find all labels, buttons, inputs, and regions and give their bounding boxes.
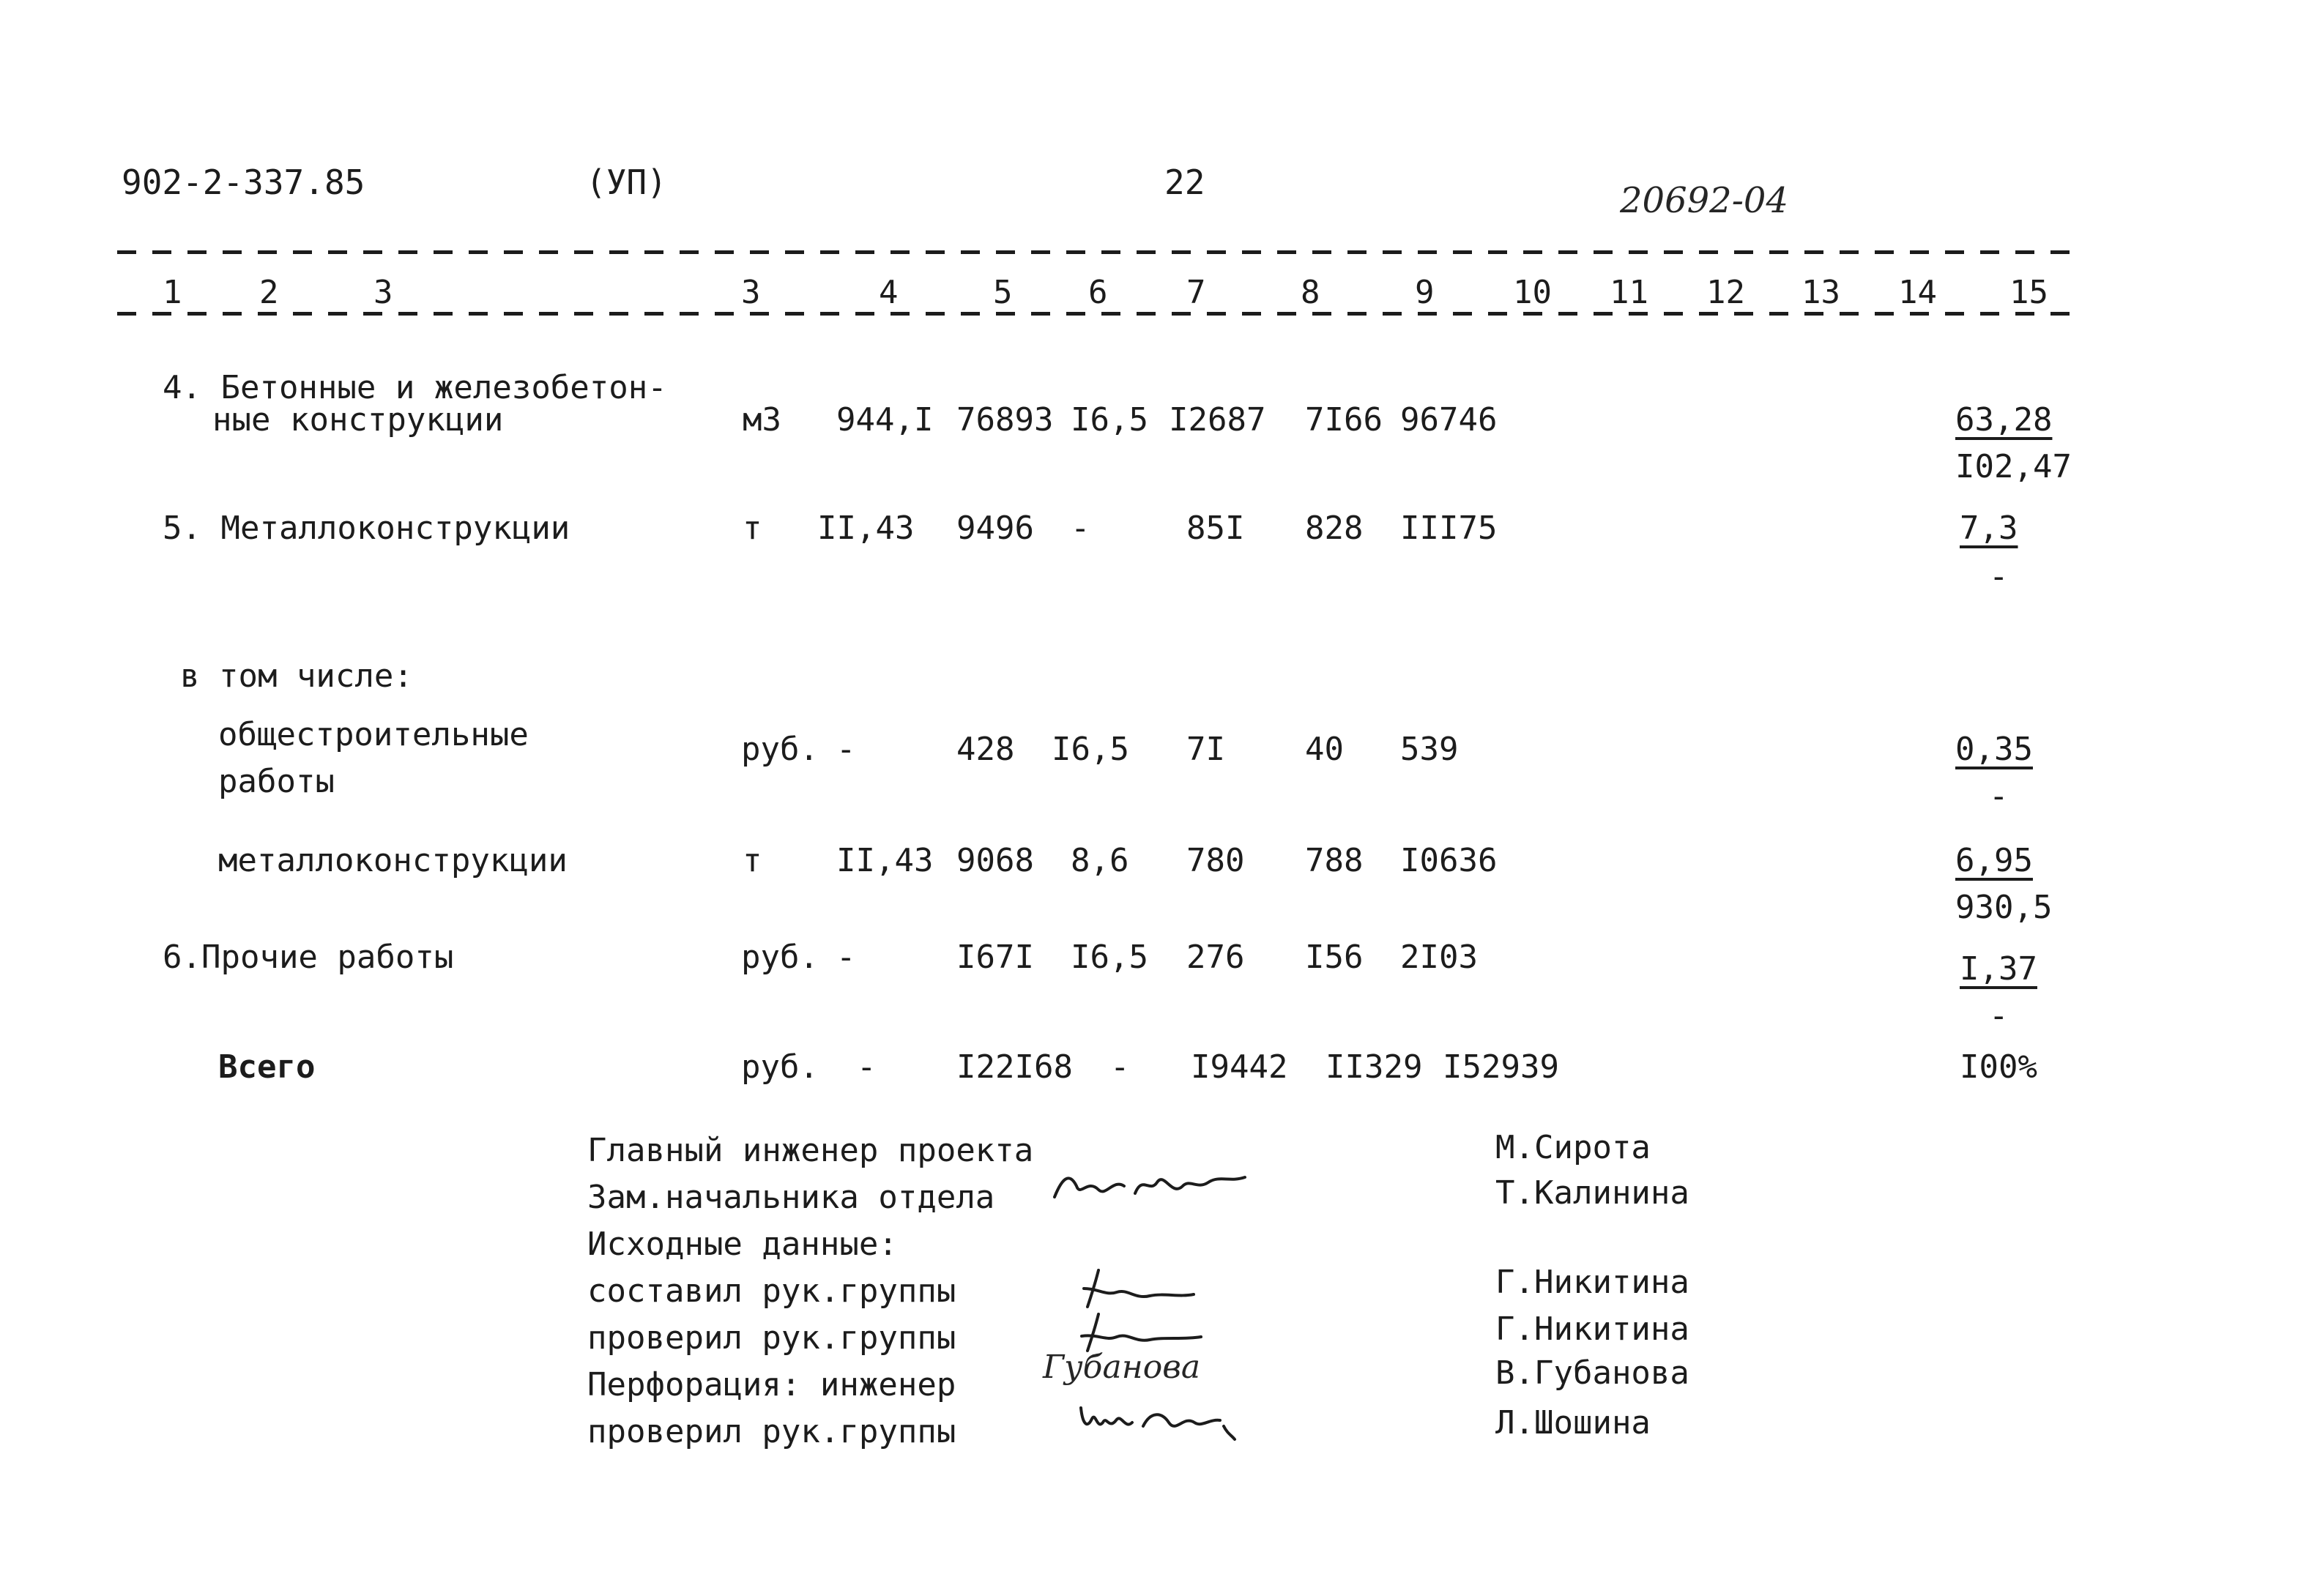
unit: руб. [741, 939, 819, 976]
handwritten-signature [1077, 1267, 1208, 1310]
cell: II,43 [817, 510, 915, 547]
signatory-name: Г.Никитина [1495, 1310, 1689, 1348]
cell: I52939 [1443, 1048, 1559, 1086]
cell: - [1110, 1048, 1130, 1086]
unit: руб. [741, 1048, 819, 1086]
cell: 780 [1186, 842, 1245, 879]
col-number: 1 [163, 274, 182, 311]
signature-role: Зам.начальника отдела [587, 1179, 995, 1216]
share-percent: I00% [1960, 1048, 2037, 1086]
cell: 85I [1186, 510, 1245, 547]
signatory-name: М.Сирота [1495, 1129, 1651, 1166]
col-number: 3 [741, 274, 761, 311]
unit: руб. [741, 731, 819, 768]
item-name: 5. Металлоконструкции [163, 510, 570, 547]
unit: т [743, 842, 762, 879]
signature-role: проверил рук.группы [587, 1413, 956, 1450]
cell: 9496 [956, 510, 1034, 547]
item-name: 4. Бетонные и железобетон- [163, 369, 667, 406]
share-percent: 7,3 [1960, 510, 2018, 547]
cell: 8,6 [1071, 842, 1129, 879]
col-number: 14 [1898, 274, 1937, 311]
signatory-name: Т.Калинина [1495, 1174, 1689, 1212]
item-name: металлоконструкции [218, 842, 568, 879]
signature-role: составил рук.группы [587, 1272, 956, 1310]
signature-role: Исходные данные: [587, 1226, 898, 1263]
col-number: 4 [879, 274, 899, 311]
col-number: 7 [1186, 274, 1206, 311]
share-percent: 6,95 [1955, 842, 2033, 879]
cell: I6,5 [1052, 731, 1129, 768]
cell: 7I [1186, 731, 1225, 768]
col-number: 6 [1088, 274, 1108, 311]
cell: 40 [1305, 731, 1344, 768]
handwritten-signature [1073, 1310, 1212, 1354]
subsection-label: в том числе: [180, 657, 413, 695]
cell: 539 [1400, 731, 1459, 768]
col-number: 5 [993, 274, 1013, 311]
cell: I6,5 [1071, 939, 1148, 976]
col-number: 12 [1706, 274, 1745, 311]
total-label: Всего [218, 1048, 316, 1086]
unit: м3 [743, 401, 781, 439]
item-name: 6.Прочие работы [163, 939, 454, 976]
cell: I56 [1305, 939, 1364, 976]
archive-number: 20692-04 [1620, 180, 1788, 221]
col-number: 10 [1513, 274, 1552, 311]
cell: I22I68 [956, 1048, 1073, 1086]
signatory-name: Г.Никитина [1495, 1264, 1689, 1301]
signatory-name: В.Губанова [1495, 1354, 1689, 1392]
cell: - [857, 1048, 877, 1086]
cell: 944,I [836, 401, 934, 439]
cell: 96746 [1400, 401, 1498, 439]
cell: I0636 [1400, 842, 1498, 879]
item-name: общестроительные [218, 716, 529, 753]
col-number: 8 [1301, 274, 1320, 311]
cell: 428 [956, 731, 1015, 768]
cell: 76893 [956, 401, 1054, 439]
col-number: 13 [1802, 274, 1840, 311]
item-name: ные конструкции [212, 401, 504, 439]
cell: 276 [1186, 939, 1245, 976]
handwritten-signature-text: Губанова [1043, 1349, 1201, 1386]
cell: 828 [1305, 510, 1364, 547]
cell: 9068 [956, 842, 1034, 879]
signature-role: проверил рук.группы [587, 1319, 956, 1357]
col-number: 11 [1610, 274, 1648, 311]
handwritten-signature [1074, 1397, 1249, 1441]
share-secondary: - [1989, 997, 2009, 1034]
share-percent: 0,35 [1955, 731, 2033, 768]
page-number: 22 [1164, 163, 1205, 202]
share-percent: I,37 [1960, 950, 2037, 988]
signatory-name: Л.Шошина [1495, 1404, 1651, 1442]
header-rule-bottom [117, 312, 2072, 316]
signature-role: Перфорация: инженер [587, 1366, 956, 1403]
cell: 7I66 [1305, 401, 1383, 439]
cell: I67I [956, 939, 1034, 976]
cell: I2687 [1169, 401, 1266, 439]
cell: III75 [1400, 510, 1498, 547]
cell: II,43 [836, 842, 934, 879]
share-secondary: - [1989, 558, 2009, 595]
share-secondary: - [1989, 778, 2009, 815]
col-number: 15 [2009, 274, 2048, 311]
cell: - [836, 731, 856, 768]
header-rule-top [117, 250, 2072, 254]
handwritten-signature [1047, 1164, 1252, 1208]
item-name: работы [218, 763, 335, 800]
cell: I6,5 [1071, 401, 1148, 439]
col-number: 9 [1415, 274, 1435, 311]
unit: т [743, 510, 762, 547]
cell: 788 [1305, 842, 1364, 879]
cell: II329 [1325, 1048, 1423, 1086]
section-mark: (УП) [586, 163, 667, 202]
cell: 2I03 [1400, 939, 1478, 976]
cell: - [1071, 510, 1090, 547]
cell: - [836, 939, 856, 976]
col-number: 3 [373, 274, 393, 311]
cell: I9442 [1191, 1048, 1288, 1086]
share-secondary: 930,5 [1955, 889, 2053, 926]
col-number: 2 [259, 274, 279, 311]
signature-role: Главный инженер проекта [587, 1132, 1034, 1169]
document-code: 902-2-337.85 [122, 163, 365, 202]
share-secondary: I02,47 [1955, 448, 2072, 485]
share-percent: 63,28 [1955, 401, 2053, 439]
